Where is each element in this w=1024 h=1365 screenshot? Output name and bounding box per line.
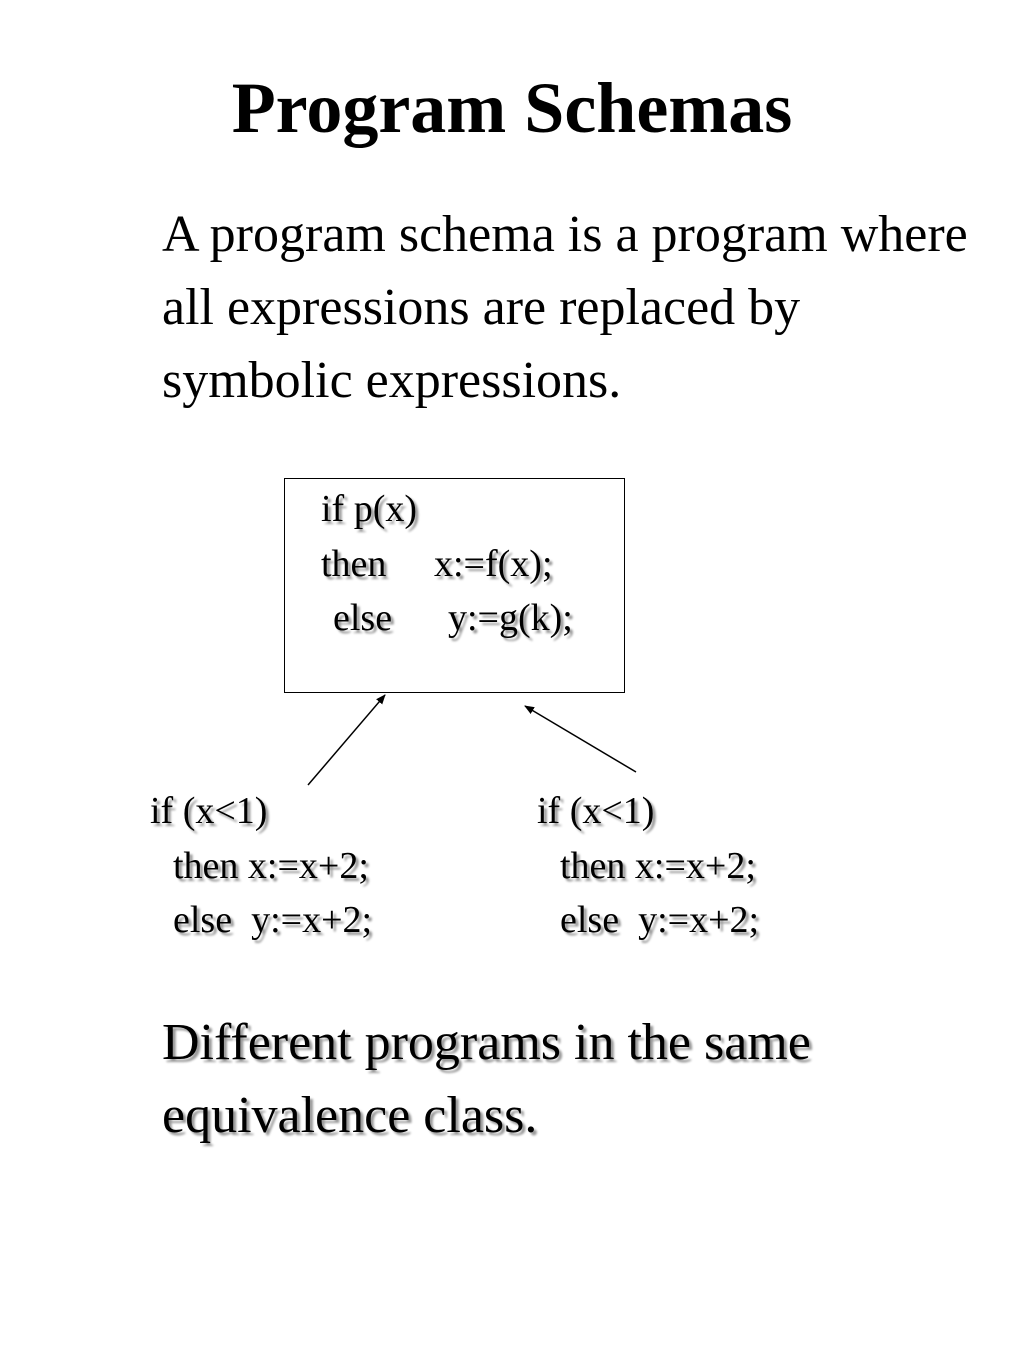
left-program-line-then: then x:=x+2; <box>173 845 369 887</box>
schema-line-else-statement: y:=g(k); <box>448 597 573 639</box>
definition-text: A program schema is a program where all expressions are replaced by symbolic expressions. <box>162 206 968 409</box>
right-program-line-else: else y:=x+2; <box>560 899 760 941</box>
left-program-line-if: if (x<1) <box>150 790 268 832</box>
schema-line-else-keyword: else <box>333 597 393 639</box>
page-title: Program Schemas <box>231 68 793 148</box>
arrow-left-to-schema <box>308 695 385 785</box>
right-program-line-if: if (x<1) <box>537 790 655 832</box>
schema-line-then-keyword: then <box>321 543 387 585</box>
conclusion-text: Different programs in the same equivalence class. <box>162 1014 811 1144</box>
arrow-right-to-schema <box>525 706 636 772</box>
schema-line-if: if p(x) <box>321 488 418 530</box>
right-program-line-then: then x:=x+2; <box>560 845 756 887</box>
schema-line-then-statement: x:=f(x); <box>434 543 553 585</box>
left-program-line-else: else y:=x+2; <box>173 899 373 941</box>
